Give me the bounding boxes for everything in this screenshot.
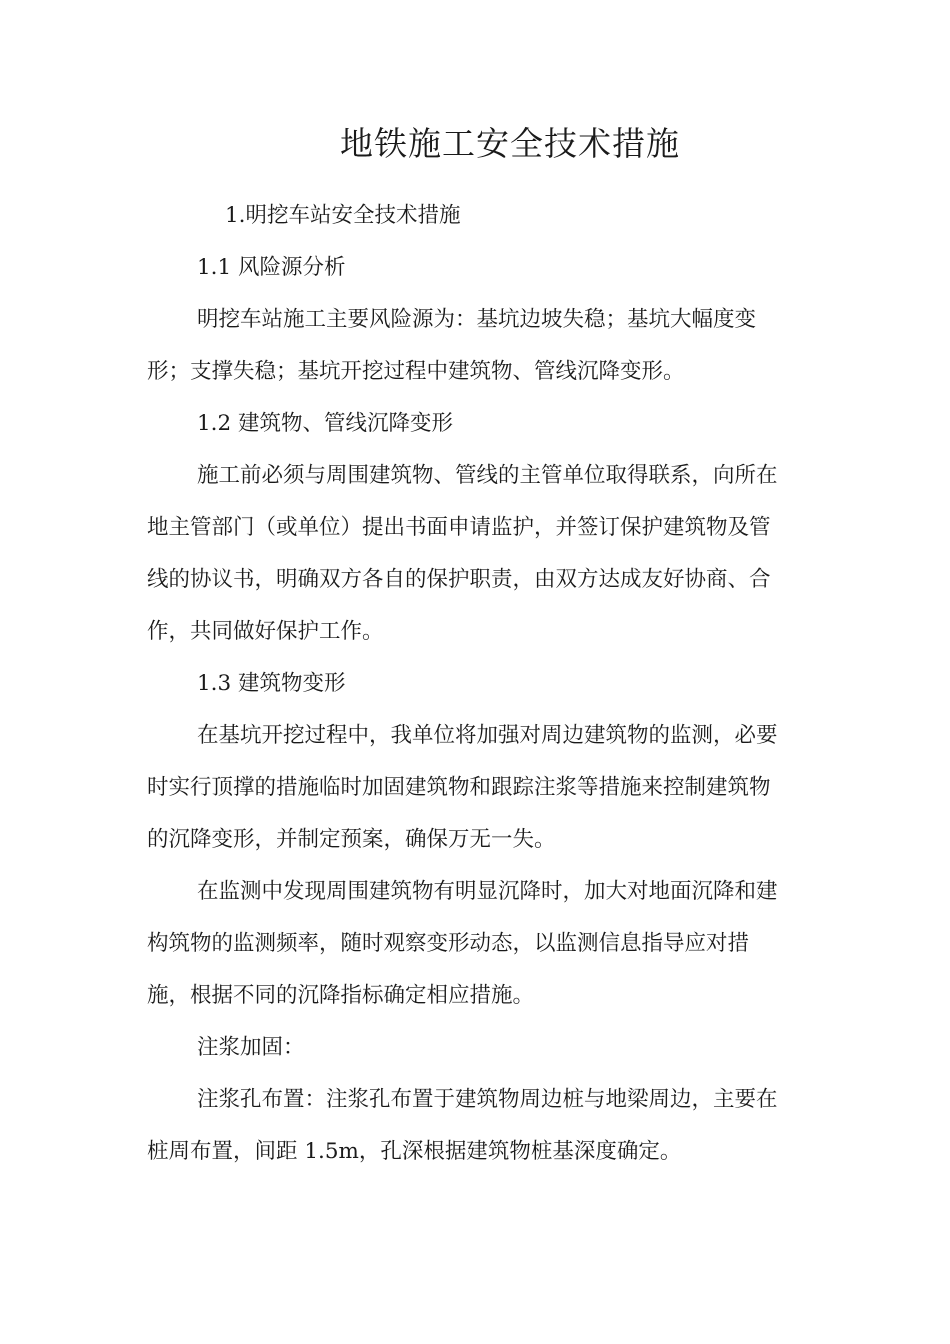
- paragraph-line: 在基坑开挖过程中，我单位将加强对周边建筑物的监测，必要: [197, 723, 778, 748]
- paragraph-line: 在监测中发现周围建筑物有明显沉降时，加大对地面沉降和建: [197, 879, 778, 904]
- paragraph-line: 作，共同做好保护工作。: [147, 619, 384, 644]
- paragraph-line: 形；支撑失稳；基坑开挖过程中建筑物、管线沉降变形。: [147, 359, 685, 384]
- paragraph-line: 的沉降变形，并制定预案，确保万无一失。: [147, 827, 556, 852]
- paragraph-line: 注浆孔布置：注浆孔布置于建筑物周边桩与地梁周边，主要在: [197, 1087, 778, 1112]
- subsection-heading: 1.3 建筑物变形: [197, 671, 346, 696]
- paragraph-line: 地主管部门（或单位）提出书面申请监护，并签订保护建筑物及管: [147, 515, 771, 540]
- paragraph-line: 构筑物的监测频率，随时观察变形动态，以监测信息指导应对措: [147, 931, 750, 956]
- paragraph-line: 线的协议书，明确双方各自的保护职责，由双方达成友好协商、合: [147, 567, 771, 592]
- document-body: [147, 190, 807, 1178]
- subsection-heading: 1.2 建筑物、管线沉降变形: [197, 411, 454, 436]
- section-heading: 1.明挖车站安全技术措施: [225, 203, 461, 228]
- paragraph-line: 施工前必须与周围建筑物、管线的主管单位取得联系，向所在: [197, 463, 778, 488]
- document-title: 地铁施工安全技术措施: [340, 124, 680, 163]
- paragraph-line: 明挖车站施工主要风险源为：基坑边坡失稳；基坑大幅度变: [197, 307, 757, 332]
- paragraph-line: 施，根据不同的沉降指标确定相应措施。: [147, 983, 535, 1008]
- paragraph-line: 桩周布置，间距 1.5m，孔深根据建筑物桩基深度确定。: [147, 1139, 682, 1164]
- paragraph-line: 注浆加固：: [197, 1035, 305, 1060]
- paragraph-line: 时实行顶撑的措施临时加固建筑物和跟踪注浆等措施来控制建筑物: [147, 775, 771, 800]
- subsection-heading: 1.1 风险源分析: [197, 255, 346, 280]
